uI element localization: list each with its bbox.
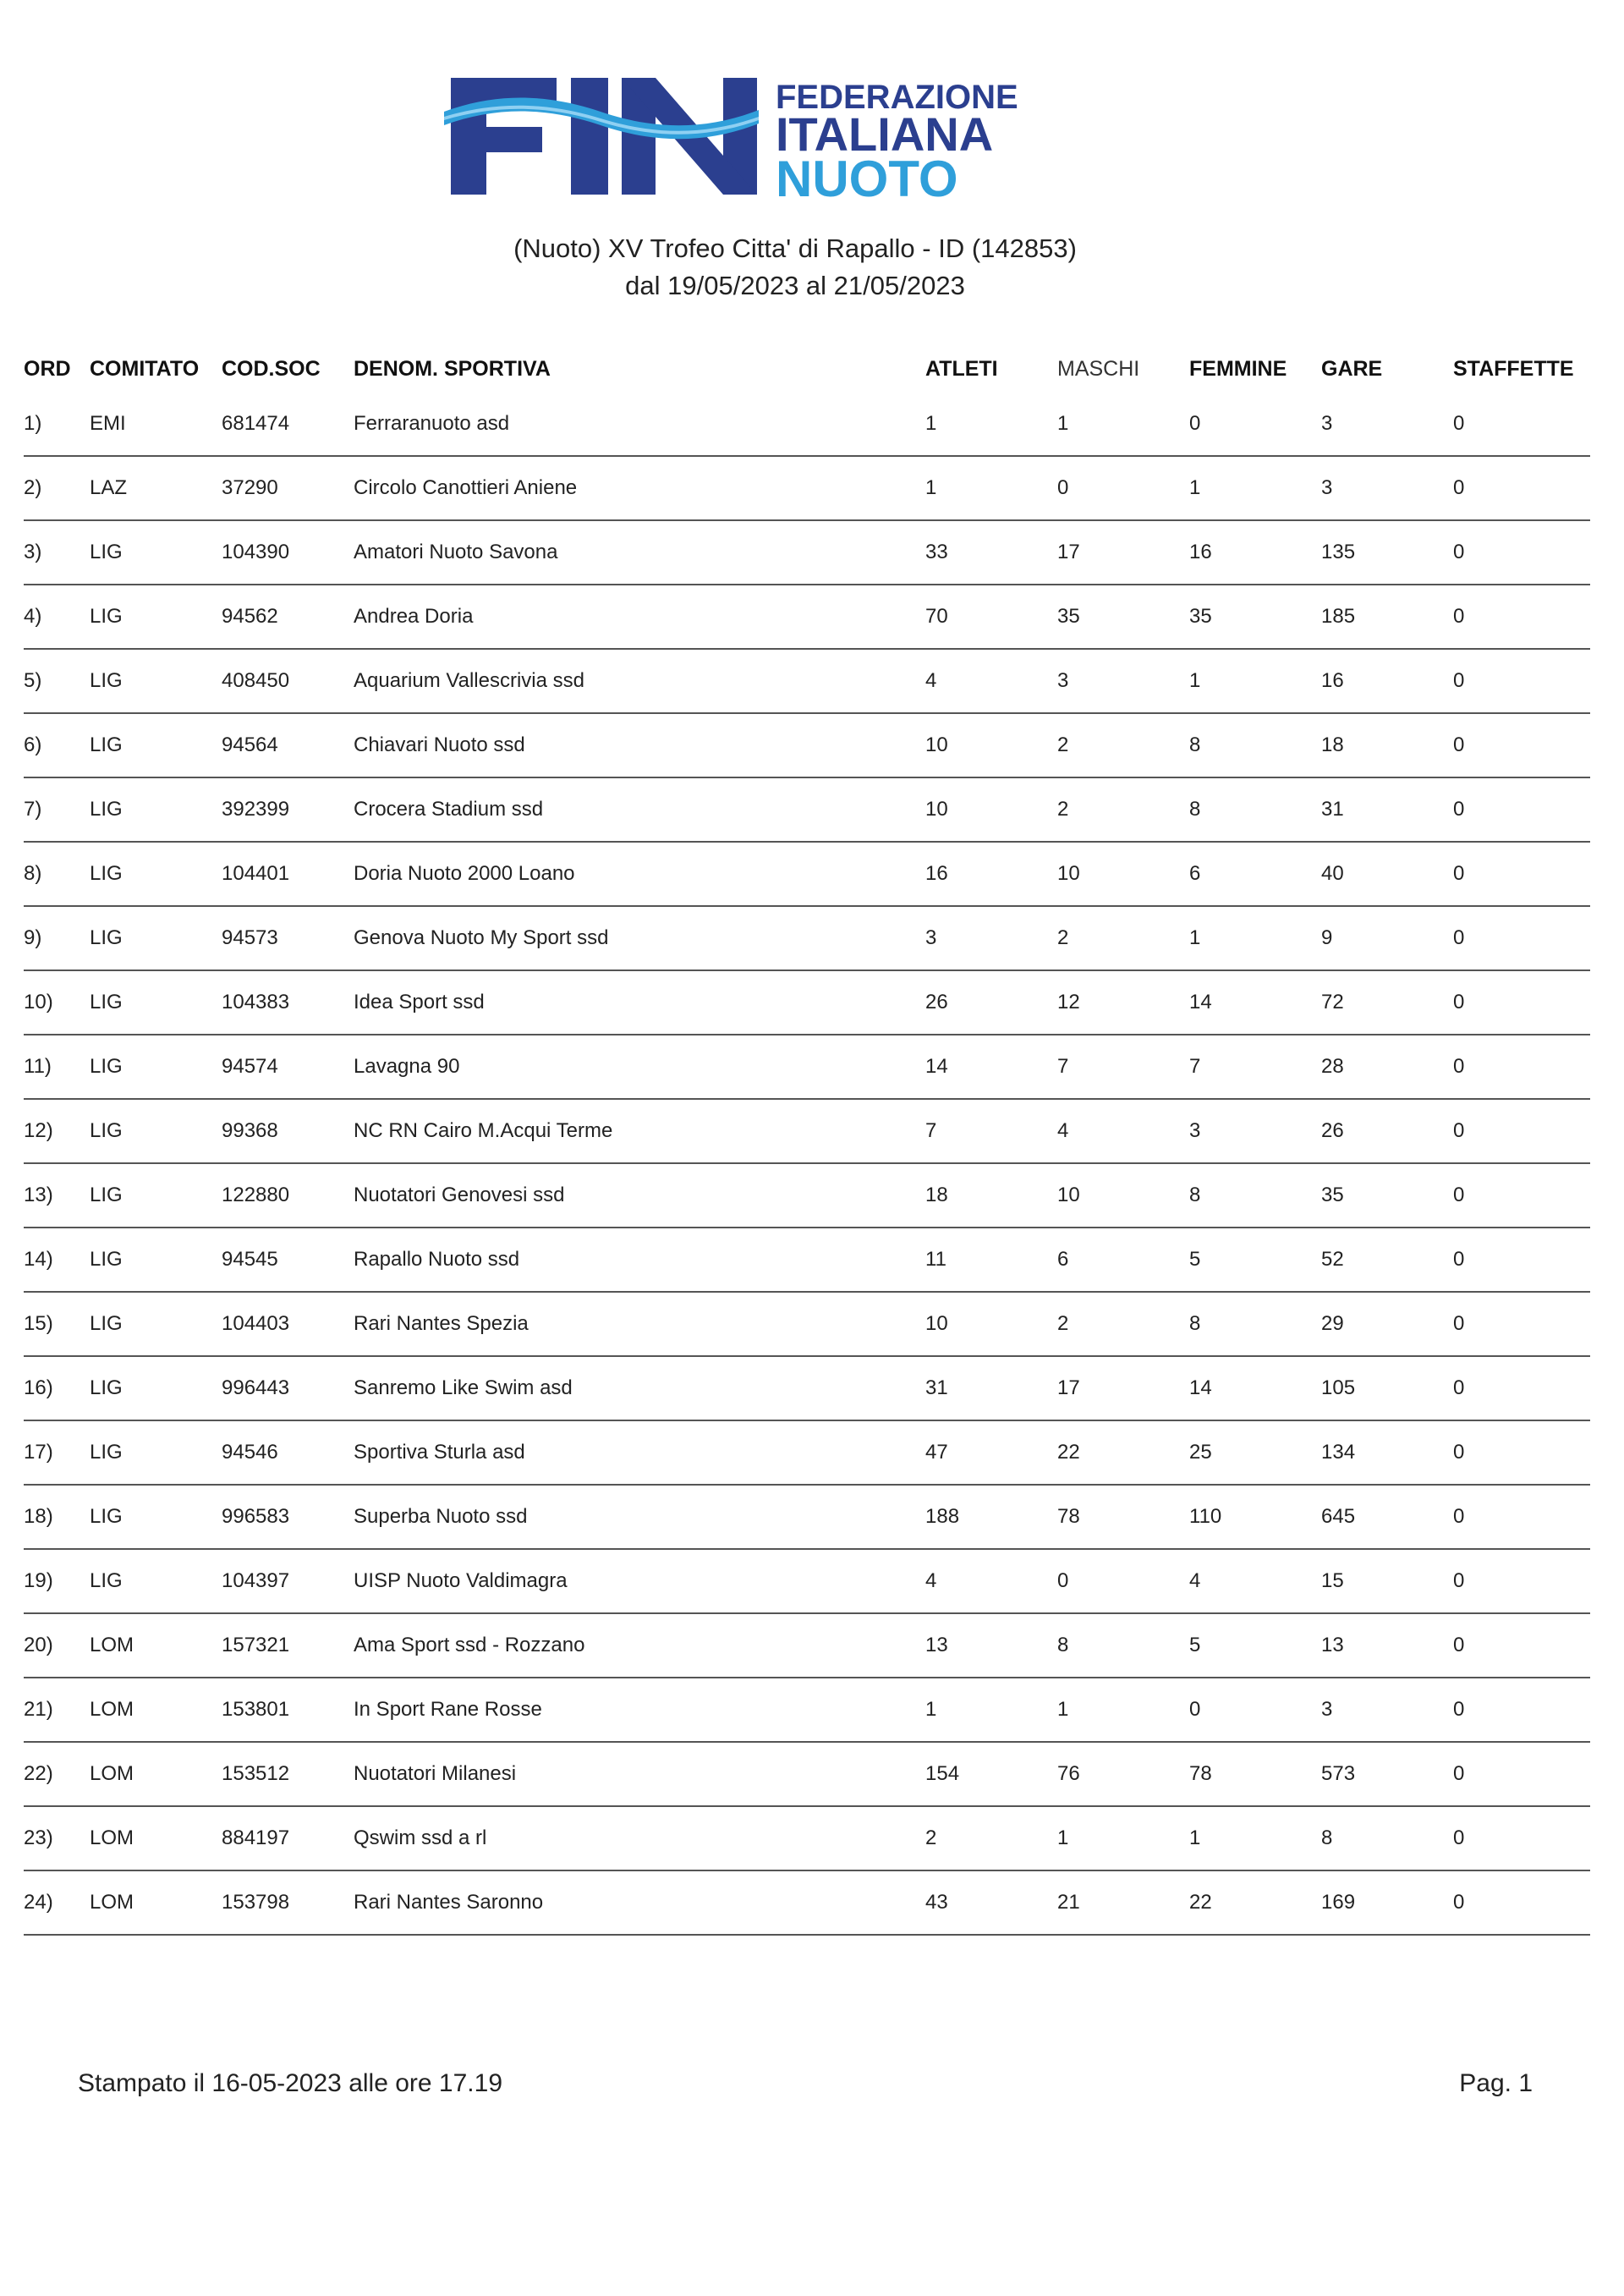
cell-maschi: 8 — [1057, 1613, 1189, 1678]
cell-ord: 1) — [24, 393, 90, 456]
document-header — [0, 230, 1590, 305]
cell-gare: 134 — [1321, 1420, 1453, 1485]
table-row — [24, 842, 1590, 906]
cell-gare: 3 — [1321, 1678, 1453, 1742]
cell-atleti: 3 — [925, 906, 1057, 970]
cell-maschi: 2 — [1057, 713, 1189, 777]
cell-comitato: LIG — [90, 1035, 222, 1099]
cell-ord: 5) — [24, 649, 90, 713]
cell-staffette: 0 — [1453, 1356, 1590, 1420]
fin-logo-graphic — [444, 68, 1053, 203]
cell-maschi: 22 — [1057, 1420, 1189, 1485]
cell-atleti: 13 — [925, 1613, 1057, 1678]
cell-gare: 35 — [1321, 1163, 1453, 1228]
cell-atleti: 47 — [925, 1420, 1057, 1485]
cell-ord: 8) — [24, 842, 90, 906]
table-row — [24, 393, 1590, 456]
cell-atleti: 1 — [925, 1678, 1057, 1742]
cell-comitato: LIG — [90, 1356, 222, 1420]
cell-staffette: 0 — [1453, 1099, 1590, 1163]
table-row — [24, 1292, 1590, 1356]
cell-atleti: 14 — [925, 1035, 1057, 1099]
cell-maschi: 21 — [1057, 1870, 1189, 1935]
cell-femmine: 1 — [1189, 906, 1321, 970]
cell-denom-sportiva: Rari Nantes Saronno — [354, 1870, 925, 1935]
cell-femmine: 8 — [1189, 777, 1321, 842]
clubs-table-container — [24, 345, 1590, 1936]
logo-line3: NUOTO — [776, 151, 958, 203]
cell-staffette: 0 — [1453, 1613, 1590, 1678]
cell-cod-soc: 884197 — [222, 1806, 354, 1870]
cell-denom-sportiva: Chiavari Nuoto ssd — [354, 713, 925, 777]
cell-ord: 7) — [24, 777, 90, 842]
cell-ord: 16) — [24, 1356, 90, 1420]
cell-femmine: 4 — [1189, 1549, 1321, 1613]
cell-staffette: 0 — [1453, 520, 1590, 585]
cell-comitato: LIG — [90, 1549, 222, 1613]
cell-comitato: LIG — [90, 1420, 222, 1485]
cell-atleti: 70 — [925, 585, 1057, 649]
cell-cod-soc: 104383 — [222, 970, 354, 1035]
cell-staffette: 0 — [1453, 842, 1590, 906]
cell-ord: 23) — [24, 1806, 90, 1870]
cell-staffette: 0 — [1453, 906, 1590, 970]
cell-atleti: 16 — [925, 842, 1057, 906]
cell-cod-soc: 122880 — [222, 1163, 354, 1228]
cell-gare: 169 — [1321, 1870, 1453, 1935]
cell-ord: 14) — [24, 1228, 90, 1292]
cell-atleti: 2 — [925, 1806, 1057, 1870]
cell-comitato: LIG — [90, 842, 222, 906]
table-row — [24, 777, 1590, 842]
table-row — [24, 585, 1590, 649]
cell-maschi: 2 — [1057, 777, 1189, 842]
cell-cod-soc: 996443 — [222, 1356, 354, 1420]
cell-ord: 13) — [24, 1163, 90, 1228]
column-header-cod-soc: COD.SOC — [222, 356, 321, 381]
cell-atleti: 4 — [925, 1549, 1057, 1613]
cell-maschi: 4 — [1057, 1099, 1189, 1163]
cell-ord: 11) — [24, 1035, 90, 1099]
cell-comitato: LIG — [90, 649, 222, 713]
table-row — [24, 1163, 1590, 1228]
cell-comitato: LIG — [90, 1228, 222, 1292]
meet-title: (Nuoto) XV Trofeo Citta' di Rapallo - ID (142853) — [513, 233, 1077, 263]
cell-gare: 72 — [1321, 970, 1453, 1035]
cell-denom-sportiva: Sanremo Like Swim asd — [354, 1356, 925, 1420]
cell-femmine: 14 — [1189, 970, 1321, 1035]
cell-ord: 2) — [24, 456, 90, 520]
cell-femmine: 7 — [1189, 1035, 1321, 1099]
cell-staffette: 0 — [1453, 456, 1590, 520]
cell-ord: 21) — [24, 1678, 90, 1742]
cell-cod-soc: 153801 — [222, 1678, 354, 1742]
cell-cod-soc: 94545 — [222, 1228, 354, 1292]
cell-comitato: LIG — [90, 520, 222, 585]
cell-femmine: 8 — [1189, 1163, 1321, 1228]
cell-maschi: 1 — [1057, 393, 1189, 456]
cell-atleti: 43 — [925, 1870, 1057, 1935]
cell-ord: 22) — [24, 1742, 90, 1806]
cell-femmine: 25 — [1189, 1420, 1321, 1485]
column-header-femmine: FEMMINE — [1189, 356, 1287, 381]
cell-denom-sportiva: In Sport Rane Rosse — [354, 1678, 925, 1742]
cell-ord: 20) — [24, 1613, 90, 1678]
cell-denom-sportiva: Idea Sport ssd — [354, 970, 925, 1035]
table-row — [24, 1870, 1590, 1935]
cell-staffette: 0 — [1453, 777, 1590, 842]
table-row — [24, 906, 1590, 970]
cell-ord: 6) — [24, 713, 90, 777]
cell-gare: 8 — [1321, 1806, 1453, 1870]
column-header-denom-sportiva: DENOM. SPORTIVA — [354, 356, 551, 381]
cell-atleti: 4 — [925, 649, 1057, 713]
cell-gare: 3 — [1321, 456, 1453, 520]
cell-gare: 26 — [1321, 1099, 1453, 1163]
cell-cod-soc: 153512 — [222, 1742, 354, 1806]
cell-cod-soc: 408450 — [222, 649, 354, 713]
cell-atleti: 11 — [925, 1228, 1057, 1292]
cell-gare: 13 — [1321, 1613, 1453, 1678]
cell-atleti: 31 — [925, 1356, 1057, 1420]
cell-staffette: 0 — [1453, 1420, 1590, 1485]
column-header-gare: GARE — [1321, 356, 1383, 381]
cell-denom-sportiva: Crocera Stadium ssd — [354, 777, 925, 842]
cell-denom-sportiva: Doria Nuoto 2000 Loano — [354, 842, 925, 906]
cell-cod-soc: 392399 — [222, 777, 354, 842]
cell-staffette: 0 — [1453, 1035, 1590, 1099]
cell-atleti: 1 — [925, 456, 1057, 520]
cell-comitato: LOM — [90, 1742, 222, 1806]
cell-staffette: 0 — [1453, 1678, 1590, 1742]
cell-denom-sportiva: UISP Nuoto Valdimagra — [354, 1549, 925, 1613]
table-row — [24, 1742, 1590, 1806]
cell-maschi: 2 — [1057, 1292, 1189, 1356]
cell-maschi: 10 — [1057, 842, 1189, 906]
cell-gare: 105 — [1321, 1356, 1453, 1420]
cell-ord: 18) — [24, 1485, 90, 1549]
cell-denom-sportiva: Qswim ssd a rl — [354, 1806, 925, 1870]
table-row — [24, 1613, 1590, 1678]
logo-letter-f — [451, 78, 557, 195]
cell-cod-soc: 94564 — [222, 713, 354, 777]
cell-denom-sportiva: Andrea Doria — [354, 585, 925, 649]
cell-ord: 17) — [24, 1420, 90, 1485]
cell-gare: 40 — [1321, 842, 1453, 906]
table-row — [24, 1549, 1590, 1613]
cell-staffette: 0 — [1453, 585, 1590, 649]
cell-comitato: LAZ — [90, 456, 222, 520]
cell-staffette: 0 — [1453, 1806, 1590, 1870]
cell-gare: 3 — [1321, 393, 1453, 456]
cell-gare: 52 — [1321, 1228, 1453, 1292]
table-row — [24, 649, 1590, 713]
cell-maschi: 17 — [1057, 1356, 1189, 1420]
cell-femmine: 0 — [1189, 393, 1321, 456]
table-row — [24, 1356, 1590, 1420]
cell-maschi: 78 — [1057, 1485, 1189, 1549]
cell-cod-soc: 153798 — [222, 1870, 354, 1935]
cell-cod-soc: 94573 — [222, 906, 354, 970]
column-header-atleti: ATLETI — [925, 356, 998, 381]
cell-cod-soc: 104390 — [222, 520, 354, 585]
cell-denom-sportiva: Lavagna 90 — [354, 1035, 925, 1099]
cell-atleti: 33 — [925, 520, 1057, 585]
cell-comitato: LOM — [90, 1678, 222, 1742]
cell-femmine: 22 — [1189, 1870, 1321, 1935]
cell-cod-soc: 157321 — [222, 1613, 354, 1678]
cell-gare: 573 — [1321, 1742, 1453, 1806]
cell-denom-sportiva: Aquarium Vallescrivia ssd — [354, 649, 925, 713]
cell-comitato: LIG — [90, 1099, 222, 1163]
table-row — [24, 1806, 1590, 1870]
cell-gare: 645 — [1321, 1485, 1453, 1549]
cell-cod-soc: 94574 — [222, 1035, 354, 1099]
cell-cod-soc: 104401 — [222, 842, 354, 906]
cell-atleti: 154 — [925, 1742, 1057, 1806]
cell-cod-soc: 681474 — [222, 393, 354, 456]
column-header-maschi: MASCHI — [1057, 356, 1140, 381]
page-number: Pag. 1 — [1459, 2069, 1533, 2097]
cell-ord: 10) — [24, 970, 90, 1035]
cell-gare: 9 — [1321, 906, 1453, 970]
cell-femmine: 1 — [1189, 649, 1321, 713]
cell-atleti: 10 — [925, 713, 1057, 777]
cell-femmine: 110 — [1189, 1485, 1321, 1549]
cell-atleti: 10 — [925, 777, 1057, 842]
cell-maschi: 0 — [1057, 1549, 1189, 1613]
cell-atleti: 188 — [925, 1485, 1057, 1549]
cell-maschi: 7 — [1057, 1035, 1189, 1099]
cell-denom-sportiva: Ama Sport ssd - Rozzano — [354, 1613, 925, 1678]
cell-cod-soc: 94546 — [222, 1420, 354, 1485]
logo-line1: FEDERAZIONE — [776, 79, 1018, 116]
cell-ord: 3) — [24, 520, 90, 585]
cell-comitato: LIG — [90, 777, 222, 842]
table-body — [24, 393, 1590, 1935]
cell-denom-sportiva: Ferraranuoto asd — [354, 393, 925, 456]
cell-comitato: LIG — [90, 713, 222, 777]
printed-timestamp: Stampato il 16-05-2023 alle ore 17.19 — [78, 2069, 503, 2097]
table-row — [24, 456, 1590, 520]
table-header — [24, 345, 1590, 393]
cell-staffette: 0 — [1453, 970, 1590, 1035]
cell-ord: 4) — [24, 585, 90, 649]
cell-denom-sportiva: Amatori Nuoto Savona — [354, 520, 925, 585]
cell-atleti: 1 — [925, 393, 1057, 456]
cell-gare: 28 — [1321, 1035, 1453, 1099]
cell-gare: 29 — [1321, 1292, 1453, 1356]
cell-gare: 18 — [1321, 713, 1453, 777]
column-header-ord: ORD — [24, 356, 71, 381]
cell-maschi: 10 — [1057, 1163, 1189, 1228]
cell-atleti: 7 — [925, 1099, 1057, 1163]
logo-letter-i — [571, 78, 608, 195]
column-header-comitato: COMITATO — [90, 356, 200, 381]
cell-maschi: 76 — [1057, 1742, 1189, 1806]
table-row — [24, 520, 1590, 585]
cell-ord: 12) — [24, 1099, 90, 1163]
cell-femmine: 5 — [1189, 1613, 1321, 1678]
cell-maschi: 0 — [1057, 456, 1189, 520]
cell-cod-soc: 94562 — [222, 585, 354, 649]
cell-cod-soc: 996583 — [222, 1485, 354, 1549]
cell-maschi: 1 — [1057, 1678, 1189, 1742]
cell-femmine: 16 — [1189, 520, 1321, 585]
cell-denom-sportiva: Nuotatori Milanesi — [354, 1742, 925, 1806]
cell-comitato: LOM — [90, 1870, 222, 1935]
table-row — [24, 1228, 1590, 1292]
table-row — [24, 1099, 1590, 1163]
cell-staffette: 0 — [1453, 393, 1590, 456]
cell-cod-soc: 99368 — [222, 1099, 354, 1163]
cell-staffette: 0 — [1453, 713, 1590, 777]
column-header-staffette: STAFFETTE — [1453, 356, 1574, 381]
cell-femmine: 35 — [1189, 585, 1321, 649]
cell-femmine: 5 — [1189, 1228, 1321, 1292]
cell-maschi: 6 — [1057, 1228, 1189, 1292]
cell-ord: 24) — [24, 1870, 90, 1935]
cell-femmine: 78 — [1189, 1742, 1321, 1806]
cell-maschi: 17 — [1057, 520, 1189, 585]
cell-maschi: 2 — [1057, 906, 1189, 970]
cell-gare: 135 — [1321, 520, 1453, 585]
cell-femmine: 1 — [1189, 1806, 1321, 1870]
cell-denom-sportiva: Rapallo Nuoto ssd — [354, 1228, 925, 1292]
clubs-table — [24, 345, 1590, 1936]
cell-staffette: 0 — [1453, 1870, 1590, 1935]
cell-comitato: LIG — [90, 1292, 222, 1356]
cell-gare: 31 — [1321, 777, 1453, 842]
cell-comitato: LOM — [90, 1806, 222, 1870]
cell-staffette: 0 — [1453, 1228, 1590, 1292]
cell-comitato: LIG — [90, 1163, 222, 1228]
cell-gare: 16 — [1321, 649, 1453, 713]
cell-staffette: 0 — [1453, 1485, 1590, 1549]
table-header-row — [24, 345, 1590, 393]
cell-maschi: 3 — [1057, 649, 1189, 713]
cell-denom-sportiva: Genova Nuoto My Sport ssd — [354, 906, 925, 970]
cell-femmine: 1 — [1189, 456, 1321, 520]
table-row — [24, 713, 1590, 777]
table-row — [24, 970, 1590, 1035]
cell-staffette: 0 — [1453, 649, 1590, 713]
cell-maschi: 35 — [1057, 585, 1189, 649]
cell-atleti: 26 — [925, 970, 1057, 1035]
cell-ord: 15) — [24, 1292, 90, 1356]
cell-denom-sportiva: Rari Nantes Spezia — [354, 1292, 925, 1356]
cell-femmine: 3 — [1189, 1099, 1321, 1163]
cell-femmine: 8 — [1189, 713, 1321, 777]
cell-comitato: LOM — [90, 1613, 222, 1678]
table-row — [24, 1035, 1590, 1099]
cell-femmine: 0 — [1189, 1678, 1321, 1742]
meet-dates: dal 19/05/2023 al 21/05/2023 — [625, 271, 965, 300]
cell-femmine: 6 — [1189, 842, 1321, 906]
table-row — [24, 1678, 1590, 1742]
cell-gare: 185 — [1321, 585, 1453, 649]
cell-denom-sportiva: Superba Nuoto ssd — [354, 1485, 925, 1549]
cell-maschi: 1 — [1057, 1806, 1189, 1870]
cell-cod-soc: 104403 — [222, 1292, 354, 1356]
cell-ord: 9) — [24, 906, 90, 970]
cell-denom-sportiva: Sportiva Sturla asd — [354, 1420, 925, 1485]
cell-denom-sportiva: Circolo Canottieri Aniene — [354, 456, 925, 520]
cell-denom-sportiva: NC RN Cairo M.Acqui Terme — [354, 1099, 925, 1163]
cell-gare: 15 — [1321, 1549, 1453, 1613]
cell-cod-soc: 37290 — [222, 456, 354, 520]
cell-comitato: EMI — [90, 393, 222, 456]
cell-comitato: LIG — [90, 906, 222, 970]
cell-comitato: LIG — [90, 585, 222, 649]
table-row — [24, 1485, 1590, 1549]
cell-staffette: 0 — [1453, 1292, 1590, 1356]
cell-maschi: 12 — [1057, 970, 1189, 1035]
cell-femmine: 8 — [1189, 1292, 1321, 1356]
table-row — [24, 1420, 1590, 1485]
logo-line2: ITALIANA — [776, 107, 994, 161]
cell-atleti: 18 — [925, 1163, 1057, 1228]
cell-ord: 19) — [24, 1549, 90, 1613]
cell-comitato: LIG — [90, 970, 222, 1035]
cell-staffette: 0 — [1453, 1163, 1590, 1228]
cell-femmine: 14 — [1189, 1356, 1321, 1420]
cell-staffette: 0 — [1453, 1549, 1590, 1613]
cell-cod-soc: 104397 — [222, 1549, 354, 1613]
cell-staffette: 0 — [1453, 1742, 1590, 1806]
cell-atleti: 10 — [925, 1292, 1057, 1356]
cell-denom-sportiva: Nuotatori Genovesi ssd — [354, 1163, 925, 1228]
fin-logo — [444, 68, 1053, 203]
cell-comitato: LIG — [90, 1485, 222, 1549]
